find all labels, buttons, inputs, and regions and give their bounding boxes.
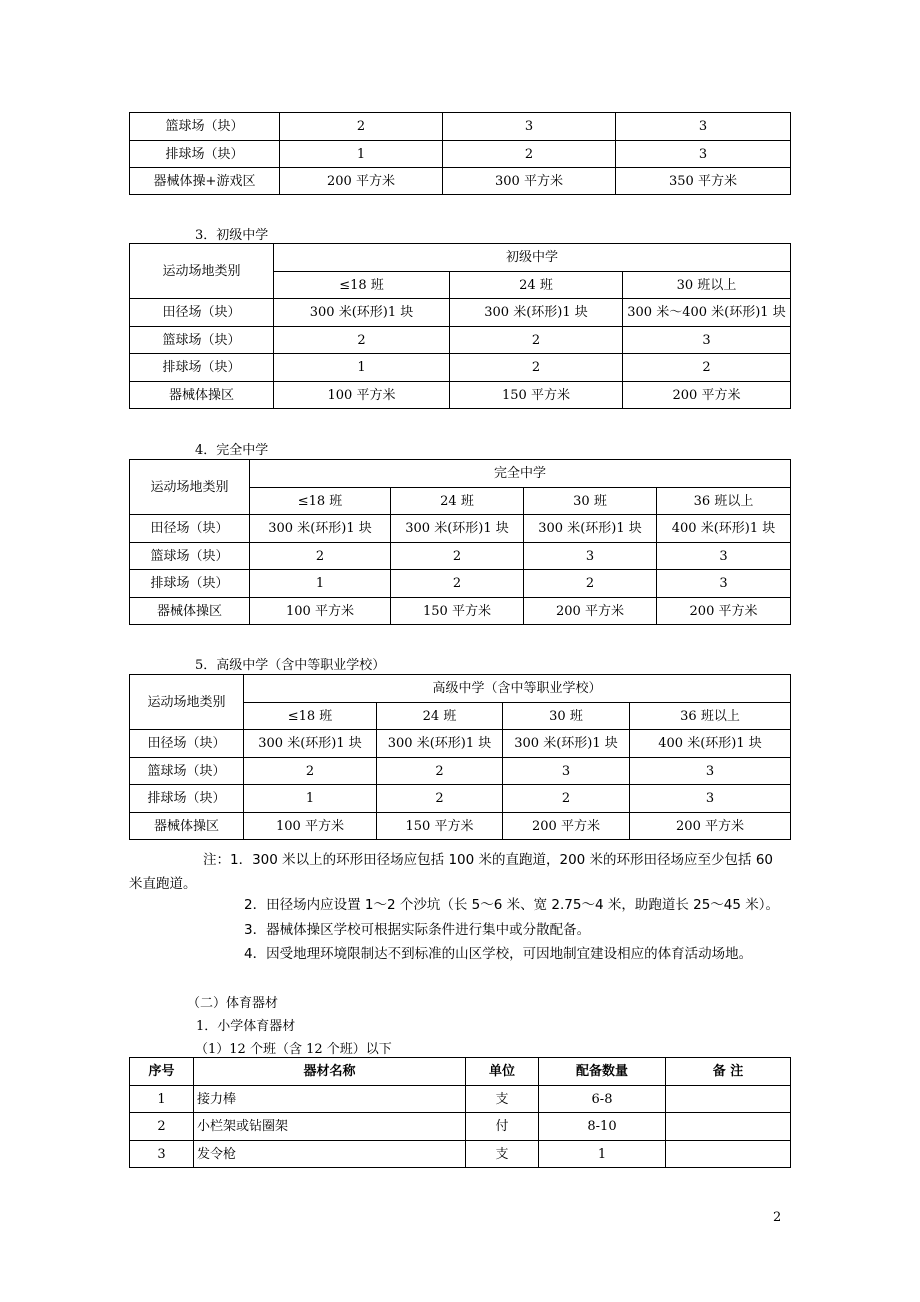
- section-caption: 3．初级中学: [195, 228, 269, 243]
- table-row: 1 接力棒 支 6-8: [130, 1086, 791, 1113]
- column-header: 配备数量: [539, 1058, 666, 1086]
- column-header: ≤18 班: [244, 703, 377, 730]
- row-label: 排球场（块）: [130, 141, 280, 168]
- section-caption: 5．高级中学（含中等职业学校）: [195, 658, 386, 673]
- table-row: 篮球场（块） 2 3 3: [130, 113, 791, 141]
- table-senior-high: [129, 674, 791, 840]
- table-row: 排球场（块） 1 2 2: [130, 354, 791, 382]
- row-header: 运动场地类别: [130, 460, 250, 515]
- note-line: 注：1．300 米以上的环形田径场应包括 100 米的直跑道，200 米的环形田径场应至少包括 60: [203, 852, 774, 868]
- table-row: 3 发令枪 支 1: [130, 1141, 791, 1168]
- note-line: 2．田径场内应设置 1～2 个沙坑（长 5～6 米、宽 2.75～4 米，助跑道长 25～45 米）。: [244, 897, 780, 913]
- column-header: 24 班: [391, 488, 524, 515]
- table-row: 器械体操+游戏区 200 平方米 300 平方米 350 平方米: [130, 168, 791, 195]
- column-header: 30 班: [524, 488, 657, 515]
- table-row: 器械体操区 100 平方米 150 平方米 200 平方米: [130, 382, 791, 409]
- column-header: 备 注: [666, 1058, 791, 1086]
- table-row: 田径场（块） 300 米(环形)1 块 300 米(环形)1 块 300 米(环形)1 块 400 米(环形)1 块: [130, 515, 791, 543]
- equipment-subheading: （1）12 个班（含 12 个班）以下: [195, 1042, 392, 1057]
- table-row: [130, 244, 791, 272]
- equipment-heading: （二）体育器材: [187, 996, 279, 1011]
- table-junior-middle: [129, 243, 791, 409]
- column-header: 30 班: [503, 703, 630, 730]
- column-header: 单位: [466, 1058, 539, 1086]
- table-row: 篮球场（块） 2 2 3: [130, 327, 791, 354]
- table-row: 2 小栏架或钻圈架 付 8-10: [130, 1113, 791, 1141]
- group-header: 初级中学: [274, 244, 791, 272]
- row-header: 运动场地类别: [130, 244, 274, 299]
- table-row: 篮球场（块） 2 2 3 3: [130, 543, 791, 570]
- table-row: 器械体操区 100 平方米 150 平方米 200 平方米 200 平方米: [130, 813, 791, 840]
- row-label: 器械体操+游戏区: [130, 168, 280, 195]
- table-row: 器械体操区 100 平方米 150 平方米 200 平方米 200 平方米: [130, 598, 791, 625]
- table-complete-middle: [129, 459, 791, 625]
- column-header: 24 班: [377, 703, 503, 730]
- table-header-row: [130, 1058, 791, 1086]
- row-label: 篮球场（块）: [130, 113, 280, 141]
- table-row: 篮球场（块） 2 2 3 3: [130, 758, 791, 785]
- column-header: 24 班: [450, 272, 623, 299]
- table-row: 排球场（块） 1 2 3: [130, 141, 791, 168]
- column-header: ≤18 班: [274, 272, 450, 299]
- column-header: 器材名称: [194, 1058, 466, 1086]
- column-header: ≤18 班: [250, 488, 391, 515]
- table-row: 田径场（块） 300 米(环形)1 块 300 米(环形)1 块 300 米～400 米(环形)1 块: [130, 299, 791, 327]
- section-caption: 4．完全中学: [195, 443, 269, 458]
- page-number: 2: [773, 1210, 782, 1225]
- table-row: 田径场（块） 300 米(环形)1 块 300 米(环形)1 块 300 米(环形)1 块 400 米(环形)1 块: [130, 730, 791, 758]
- equipment-subheading: 1．小学体育器材: [196, 1019, 296, 1034]
- table-row: [130, 460, 791, 488]
- table-row: 排球场（块） 1 2 2 3: [130, 785, 791, 813]
- note-line: 3．器械体操区学校可根据实际条件进行集中或分散配备。: [244, 922, 591, 938]
- group-header: 完全中学: [250, 460, 791, 488]
- note-line: 米直跑道。: [129, 876, 197, 892]
- column-header: 36 班以上: [630, 703, 791, 730]
- table-primary-continued: [129, 112, 791, 195]
- column-header: 序号: [130, 1058, 194, 1086]
- table-equipment: [129, 1057, 791, 1168]
- table-row: 排球场（块） 1 2 2 3: [130, 570, 791, 598]
- column-header: 30 班以上: [623, 272, 791, 299]
- note-line: 4．因受地理环境限制达不到标准的山区学校，可因地制宜建设相应的体育活动场地。: [244, 946, 753, 962]
- group-header: 高级中学（含中等职业学校）: [244, 675, 791, 703]
- row-header: 运动场地类别: [130, 675, 244, 730]
- column-header: 36 班以上: [657, 488, 791, 515]
- table-row: [130, 675, 791, 703]
